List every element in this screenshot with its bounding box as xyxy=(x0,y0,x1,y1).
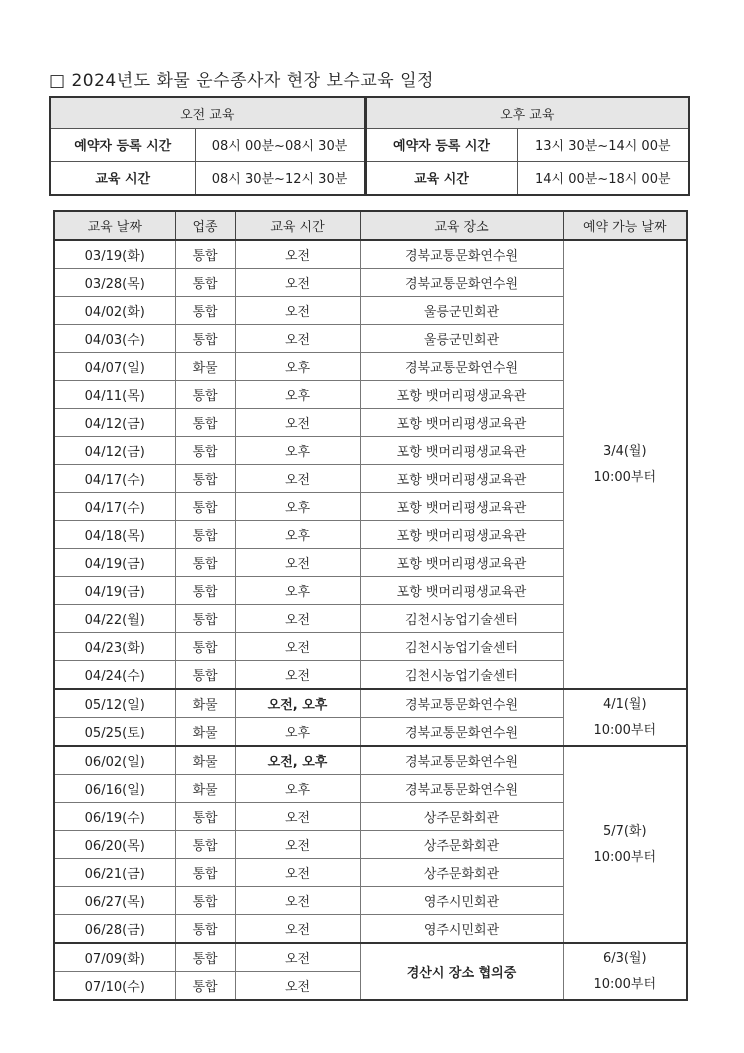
cell-date: 04/23(화) xyxy=(54,633,175,661)
cell-time: 오전 xyxy=(235,661,360,690)
cell-type: 화물 xyxy=(175,775,235,803)
cell-place: 경북교통문화연수원 xyxy=(360,269,563,297)
table-row xyxy=(54,746,687,775)
cell-type: 통합 xyxy=(175,381,235,409)
cell-type: 통합 xyxy=(175,887,235,915)
morning-reg-time: 08시 00분~08시 30분 xyxy=(195,129,365,162)
cell-type: 통합 xyxy=(175,437,235,465)
cell-type: 통합 xyxy=(175,859,235,887)
cell-time: 오전 xyxy=(235,409,360,437)
cell-place: 포항 뱃머리평생교육관 xyxy=(360,381,563,409)
cell-time: 오후 xyxy=(235,775,360,803)
cell-place: 경북교통문화연수원 xyxy=(360,746,563,775)
cell-place: 포항 뱃머리평생교육관 xyxy=(360,437,563,465)
cell-date: 06/02(일) xyxy=(54,746,175,775)
cell-type: 통합 xyxy=(175,493,235,521)
cell-date: 04/18(목) xyxy=(54,521,175,549)
training-hours-table xyxy=(49,96,690,196)
cell-place: 경북교통문화연수원 xyxy=(360,718,563,747)
cell-place: 상주문화회관 xyxy=(360,859,563,887)
cell-date: 05/12(일) xyxy=(54,689,175,718)
cell-type: 화물 xyxy=(175,746,235,775)
cell-date: 04/17(수) xyxy=(54,465,175,493)
cell-type: 통합 xyxy=(175,943,235,972)
afternoon-reg-time: 13시 30분~14시 00분 xyxy=(517,129,689,162)
cell-availability xyxy=(563,689,687,746)
cell-availability xyxy=(563,943,687,1000)
cell-time: 오후 xyxy=(235,493,360,521)
cell-place: 포항 뱃머리평생교육관 xyxy=(360,493,563,521)
cell-type: 통합 xyxy=(175,240,235,269)
cell-date: 04/24(수) xyxy=(54,661,175,690)
availability-line: 3/4(월) xyxy=(602,443,647,459)
cell-time: 오전 xyxy=(235,465,360,493)
morning-reg-label: 예약자 등록 시간 xyxy=(50,129,195,162)
cell-date: 07/10(수) xyxy=(54,972,175,1001)
table-row xyxy=(54,240,687,269)
cell-time: 오전 xyxy=(235,605,360,633)
cell-date: 04/07(일) xyxy=(54,353,175,381)
availability-line: 10:00부터 xyxy=(593,976,657,992)
cell-place: 포항 뱃머리평생교육관 xyxy=(360,577,563,605)
cell-place: 경북교통문화연수원 xyxy=(360,775,563,803)
cell-place: 경북교통문화연수원 xyxy=(360,240,563,269)
cell-place: 경북교통문화연수원 xyxy=(360,689,563,718)
cell-place: 포항 뱃머리평생교육관 xyxy=(360,521,563,549)
cell-type: 통합 xyxy=(175,577,235,605)
cell-time: 오전 xyxy=(235,549,360,577)
cell-time: 오후 xyxy=(235,718,360,747)
cell-type: 통합 xyxy=(175,549,235,577)
cell-place: 포항 뱃머리평생교육관 xyxy=(360,549,563,577)
cell-time: 오전 xyxy=(235,887,360,915)
availability-line: 4/1(월) xyxy=(602,696,647,712)
cell-type: 통합 xyxy=(175,409,235,437)
cell-date: 06/19(수) xyxy=(54,803,175,831)
afternoon-header: 오후 교육 xyxy=(365,97,689,129)
cell-time: 오전, 오후 xyxy=(235,689,360,718)
cell-type: 통합 xyxy=(175,605,235,633)
availability-line: 10:00부터 xyxy=(593,849,657,865)
cell-time: 오전 xyxy=(235,633,360,661)
schedule-body xyxy=(54,240,687,1000)
cell-type: 화물 xyxy=(175,689,235,718)
cell-time: 오전 xyxy=(235,831,360,859)
cell-date: 03/28(목) xyxy=(54,269,175,297)
table-row xyxy=(54,943,687,972)
cell-time: 오전 xyxy=(235,325,360,353)
afternoon-edu-label: 교육 시간 xyxy=(365,161,517,195)
cell-time: 오후 xyxy=(235,521,360,549)
cell-place: 영주시민회관 xyxy=(360,915,563,944)
cell-date: 04/12(금) xyxy=(54,409,175,437)
cell-date: 04/12(금) xyxy=(54,437,175,465)
cell-date: 06/20(목) xyxy=(54,831,175,859)
schedule-header-row xyxy=(54,211,687,240)
cell-date: 06/27(목) xyxy=(54,887,175,915)
cell-date: 05/25(토) xyxy=(54,718,175,747)
cell-type: 통합 xyxy=(175,269,235,297)
cell-time: 오후 xyxy=(235,381,360,409)
cell-type: 통합 xyxy=(175,661,235,690)
cell-place: 경북교통문화연수원 xyxy=(360,353,563,381)
cell-date: 04/03(수) xyxy=(54,325,175,353)
column-header: 업종 xyxy=(175,211,235,240)
availability-line: 5/7(화) xyxy=(602,823,647,839)
cell-date: 06/28(금) xyxy=(54,915,175,944)
column-header: 예약 가능 날짜 xyxy=(563,211,687,240)
cell-time: 오전 xyxy=(235,803,360,831)
morning-edu-label: 교육 시간 xyxy=(50,161,195,195)
cell-date: 06/21(금) xyxy=(54,859,175,887)
afternoon-reg-label: 예약자 등록 시간 xyxy=(365,129,517,162)
afternoon-edu-time: 14시 00분~18시 00분 xyxy=(517,161,689,195)
morning-header: 오전 교육 xyxy=(50,97,365,129)
cell-type: 통합 xyxy=(175,972,235,1001)
cell-time: 오후 xyxy=(235,577,360,605)
cell-availability xyxy=(563,240,687,689)
cell-time: 오전 xyxy=(235,240,360,269)
cell-place: 상주문화회관 xyxy=(360,803,563,831)
cell-type: 통합 xyxy=(175,915,235,944)
cell-time: 오전 xyxy=(235,269,360,297)
cell-type: 통합 xyxy=(175,831,235,859)
cell-time: 오전 xyxy=(235,943,360,972)
cell-place: 울릉군민회관 xyxy=(360,325,563,353)
page-title: □ 2024년도 화물 운수종사자 현장 보수교육 일정 xyxy=(49,71,434,91)
cell-place: 상주문화회관 xyxy=(360,831,563,859)
cell-date: 03/19(화) xyxy=(54,240,175,269)
cell-date: 04/17(수) xyxy=(54,493,175,521)
cell-type: 통합 xyxy=(175,297,235,325)
cell-date: 04/19(금) xyxy=(54,577,175,605)
cell-date: 04/02(화) xyxy=(54,297,175,325)
availability-line: 10:00부터 xyxy=(593,722,657,738)
cell-type: 화물 xyxy=(175,718,235,747)
column-header: 교육 시간 xyxy=(235,211,360,240)
cell-time: 오후 xyxy=(235,353,360,381)
cell-place: 김천시농업기술센터 xyxy=(360,661,563,690)
cell-type: 화물 xyxy=(175,353,235,381)
cell-availability xyxy=(563,746,687,943)
cell-date: 04/22(월) xyxy=(54,605,175,633)
column-header: 교육 장소 xyxy=(360,211,563,240)
morning-edu-time: 08시 30분~12시 30분 xyxy=(195,161,365,195)
cell-time: 오전, 오후 xyxy=(235,746,360,775)
schedule-table xyxy=(53,210,688,1001)
cell-date: 04/11(목) xyxy=(54,381,175,409)
cell-place: 김천시농업기술센터 xyxy=(360,633,563,661)
cell-place: 포항 뱃머리평생교육관 xyxy=(360,409,563,437)
cell-place-merged: 경산시 장소 협의중 xyxy=(360,943,563,1000)
cell-type: 통합 xyxy=(175,521,235,549)
cell-place: 포항 뱃머리평생교육관 xyxy=(360,465,563,493)
cell-time: 오후 xyxy=(235,437,360,465)
cell-time: 오전 xyxy=(235,915,360,944)
cell-place: 울릉군민회관 xyxy=(360,297,563,325)
cell-time: 오전 xyxy=(235,297,360,325)
availability-line: 10:00부터 xyxy=(593,469,657,485)
cell-time: 오전 xyxy=(235,859,360,887)
cell-type: 통합 xyxy=(175,465,235,493)
cell-date: 06/16(일) xyxy=(54,775,175,803)
availability-line: 6/3(월) xyxy=(602,950,647,966)
cell-type: 통합 xyxy=(175,803,235,831)
cell-date: 07/09(화) xyxy=(54,943,175,972)
column-header: 교육 날짜 xyxy=(54,211,175,240)
cell-place: 영주시민회관 xyxy=(360,887,563,915)
cell-place: 김천시농업기술센터 xyxy=(360,605,563,633)
cell-type: 통합 xyxy=(175,325,235,353)
cell-date: 04/19(금) xyxy=(54,549,175,577)
table-row xyxy=(54,689,687,718)
cell-type: 통합 xyxy=(175,633,235,661)
cell-time: 오전 xyxy=(235,972,360,1001)
